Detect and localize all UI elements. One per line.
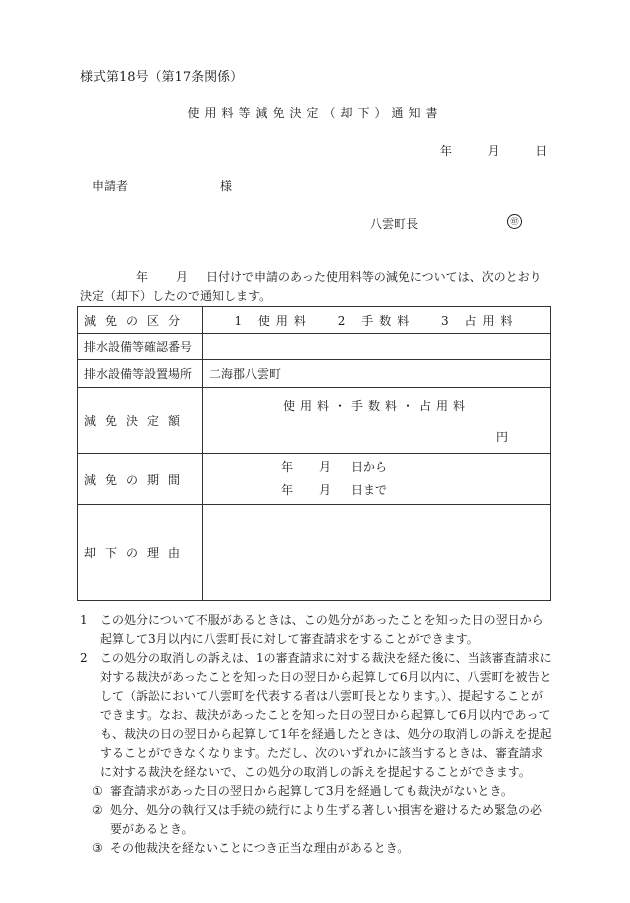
note-text: この処分について不服があるときは、この処分があったことを知った日の翌日から起算して3月以内に八雲町長に対して審査請求をすることができます。 [100,613,544,646]
kikan-from [209,456,544,479]
kikan-from-day: 日から [351,460,388,474]
gaku-value [203,388,551,454]
kikan-from-month: 月 [319,460,332,474]
notes-section [80,611,552,858]
sub-note-number: ③ [92,841,103,855]
kikan-to-month: 月 [319,483,332,497]
kubun-options [203,307,551,334]
note-number: 1 [80,613,88,627]
kubun-option: 3 占用料 [441,313,519,328]
seal-mark: ㊞ [507,214,522,229]
kikan-to-day: 日まで [351,483,388,497]
note-item [80,649,552,782]
table-row [78,360,551,388]
kikan-to-year: 年 [281,483,294,497]
table-row [78,454,551,505]
kikan-to [209,479,544,502]
applicant-suffix: 様 [220,179,233,193]
note-text: この処分の取消しの訴えは、1の審査請求に対する裁決を経た後に、当該審査請求に対する裁決があったことを知った日の翌日から起算して6月以内に、八雲町を被告として（訴訟において八雲町を代表する者は八雲町長となります。）、提起することができます。なお、裁決があったことを知った日の翌日から起算して6月以内であっても、裁決の日の翌日から起算して1年を経過したときは、処分の取消しの訴えを提起することができなくなります。ただし、次のいずれかに該当するときは、審査請求に対する裁決を経ないで、この処分の取消しの訴えを提起することができます。 [100,651,552,779]
intro-text: 日付けで申請のあった使用料等の減免については、次のとおり決定（却下）したので通知します。 [80,270,542,303]
sub-note-number: ② [92,803,103,817]
date-year: 年 [440,144,453,158]
issue-date [440,142,547,159]
table-row [78,388,551,454]
sub-note-item [80,782,552,801]
kubun-option: 2 手数料 [337,313,416,328]
basho-value: 二海郡八雲町 [203,360,551,388]
intro-year: 年 [136,270,149,284]
sub-note-text: 審査請求があった日の翌日から起算して3月を経過しても裁決がないとき。 [110,784,514,798]
kikan-from-year: 年 [281,460,294,474]
sub-note-number: ① [92,784,103,798]
gaku-types: 使用料・手数料・占用料 [282,398,470,413]
kikan-value [203,454,551,505]
applicant-label: 申請者 [92,179,129,193]
kikan-label: 減免の期間 [78,454,203,505]
date-day: 日 [535,144,548,158]
intro-paragraph [80,268,550,306]
riyu-label: 却下の理由 [78,505,203,601]
kubun-label: 減免の区分 [78,307,203,334]
kakunin-label: 排水設備等確認番号 [78,334,203,360]
note-item [80,611,552,649]
table-row [78,505,551,601]
table-row [78,307,551,334]
gaku-label: 減免決定額 [78,388,203,454]
issuer-name: 八雲町長 [370,217,419,231]
sub-note-text: その他裁決を経ないことにつき正当な理由があるとき。 [110,841,410,855]
form-number: 様式第18号（第17条関係） [80,70,244,85]
kakunin-value [203,334,551,360]
kubun-option: 1 使用料 [234,313,312,328]
date-month: 月 [487,144,500,158]
reduction-table [77,306,551,601]
note-number: 2 [80,651,88,665]
sub-note-item [80,801,552,839]
sub-note-text: 処分、処分の執行又は手続の続行により生ずる著しい損害を避けるため緊急の必要があるとき。 [110,803,543,836]
basho-label: 排水設備等設置場所 [78,360,203,388]
document-title: 使用料等減免決定（却下）通知書 [187,106,443,120]
gaku-unit: 円 [495,429,508,444]
table-row [78,334,551,360]
intro-month: 月 [176,270,189,284]
sub-note-item [80,839,552,858]
riyu-value [203,505,551,601]
